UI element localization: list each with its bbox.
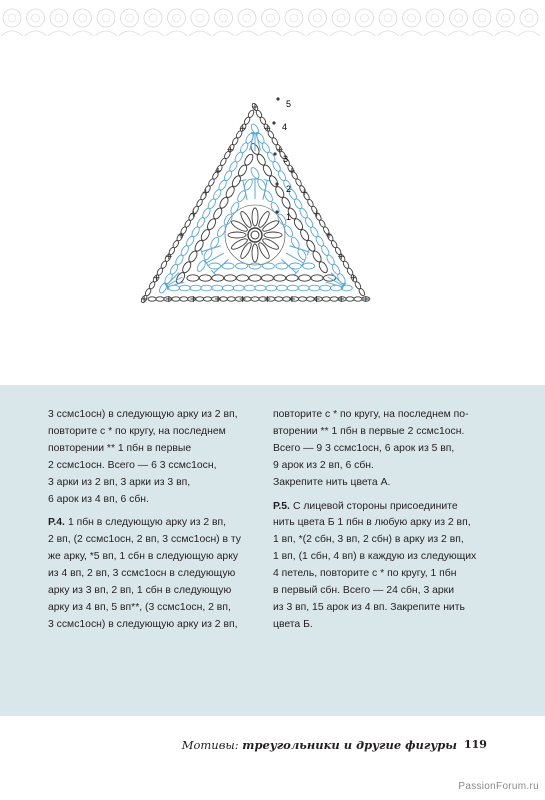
- text-line: 1 вп, *(2 сбн, 3 вп, 2 сбн) в арку из 2 вп,: [273, 534, 464, 546]
- text-line: арку из 3 вп, 2 вп, 1 сбн в следующую: [48, 585, 232, 597]
- round-label-3: 3: [283, 154, 289, 164]
- text-line: 3 ссмс1осн) в следующую арку из 2 вп,: [48, 409, 238, 420]
- paragraph-round-4: [48, 515, 253, 633]
- watermark: PassionForum.ru: [458, 781, 539, 792]
- text-line: же арку, *5 вп, 1 сбн в следующую арку: [48, 551, 239, 563]
- text-line: С лицевой стороны присоедините: [292, 500, 458, 512]
- round-label-1: 1: [286, 212, 292, 222]
- text-line: Всего — 9 3 ссмс1осн, 6 арок из 5 вп,: [273, 442, 455, 454]
- instructions-left-column: [48, 407, 253, 634]
- round-label-5: 5: [286, 99, 292, 109]
- round-5-label: Р.5.: [273, 500, 290, 512]
- text-line: повторении ** 1 пбн в первые: [48, 442, 192, 454]
- text-line: 3 арки из 2 вп, 3 арки из 3 вп,: [48, 476, 191, 488]
- running-title: [182, 738, 457, 752]
- text-line: 1 вп, (1 сбн, 4 вп) в каждую из следующих: [273, 551, 477, 563]
- round-label-4: 4: [282, 122, 288, 132]
- text-line: 2 вп, (2 ссмс1осн, 2 вп, 3 ссмс1осн) в ту: [48, 534, 242, 546]
- crochet-chart-triangle: [120, 65, 390, 355]
- running-title-bold: треугольники и другие фигуры: [242, 738, 457, 752]
- text-line: повторите с * по кругу, на последнем: [48, 425, 226, 437]
- text-line: вторении ** 1 пбн в первые 2 ссмс1осн.: [273, 425, 465, 437]
- text-line: 2 ссмс1осн. Всего — 6 3 ссмс1осн,: [48, 459, 217, 471]
- text-line: 6 арок из 4 вп, 6 сбн.: [48, 493, 149, 505]
- text-line: арку из 4 вп, 5 вп**, (3 ссмс1осн, 2 вп,: [48, 601, 231, 613]
- paragraph-continued: [273, 407, 488, 492]
- text-line: 9 арок из 2 вп, 6 сбн.: [273, 459, 374, 471]
- text-line: 4 петель, повторите с * по кругу, 1 пбн: [273, 568, 457, 580]
- text-line: 3 ссмс1осн) в следующую арку из 2 вп,: [48, 618, 238, 630]
- text-line: в первый сбн. Всего — 24 сбн, 3 арки: [273, 585, 455, 597]
- round-label-2: 2: [286, 184, 292, 194]
- running-title-prefix: Мотивы:: [181, 738, 243, 752]
- text-line: нить цвета Б 1 пбн в любую арку из 2 вп,: [273, 517, 471, 529]
- text-line: цвета Б.: [273, 618, 313, 630]
- round-4-label: Р.4.: [48, 517, 65, 529]
- page-footer: [0, 738, 545, 762]
- instructions-panel: [0, 385, 545, 716]
- text-line: из 3 вп, 15 арок из 4 вп. Закрепите нить: [273, 601, 465, 613]
- paragraph-round-5: [273, 499, 488, 634]
- lace-border-header: [0, 0, 545, 46]
- instructions-right-column: [273, 407, 488, 634]
- text-line: 1 пбн в следующую арку из 2 вп,: [67, 517, 227, 529]
- page-number: 119: [464, 738, 487, 751]
- text-line: повторите с * по кругу, на последнем по-: [273, 409, 469, 420]
- text-line: из 4 вп, 2 вп, 3 ссмс1осн в следующую: [48, 568, 236, 580]
- paragraph-continued: [48, 407, 253, 508]
- text-line: Закрепите нить цвета А.: [273, 476, 391, 488]
